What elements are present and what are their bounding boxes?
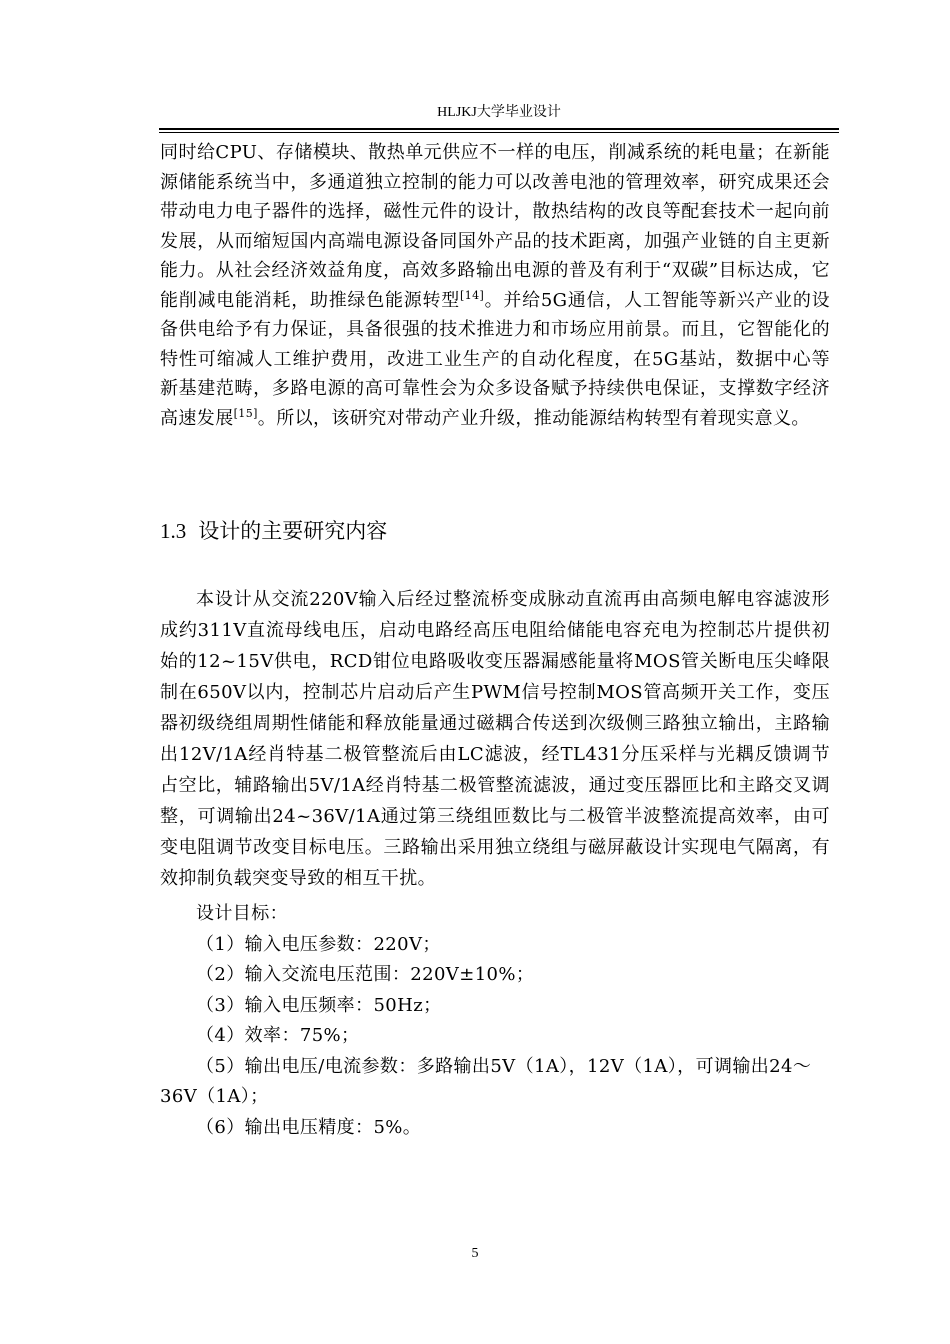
section-number: 1.3: [160, 519, 187, 543]
citation-15[interactable]: [15]: [233, 406, 258, 420]
paragraph-1-part-2: 。并给5G通信，人工智能等新兴产业的设备供电给予有力保证，具备很强的技术推进力和市场应用前景。而且，它智能化的特性可缩减人工维护费用，改进工业生产的自动化程度，在5G基站，数据中心等新基建范畴，多路电源的高可靠性会为众多设备赋予持续供电保证，支撑数字经济高速发展: [160, 289, 830, 429]
paragraph-1-part-3: 。所以，该研究对带动产业升级，推动能源结构转型有着现实意义。: [257, 407, 810, 429]
running-header: HLJKJ大学毕业设计: [437, 105, 561, 120]
section-title-text: 设计的主要研究内容: [198, 519, 388, 543]
list-item-continuation: 36V（1A）；: [160, 1086, 269, 1107]
design-targets-list: [160, 899, 830, 1143]
list-item: （6）输出电压精度：5%。: [196, 1116, 422, 1138]
list-item: （2）输入交流电压范围：220V±10%；: [196, 964, 535, 985]
list-item: （1）输入电压参数：220V；: [196, 933, 441, 955]
body-paragraph-1: [160, 138, 830, 433]
section-heading: [160, 516, 387, 546]
paragraph-1-part-1: 同时给CPU、存储模块、散热单元供应不一样的电压，削减系统的耗电量；在新能源储能系统当中，多通道独立控制的能力可以改善电池的管理效率，研究成果还会带动电力电子器件的选择，磁性元件的设计，散热结构的改良等配套技术一起向前发展，从而缩短国内高端电源设备同国外产品的技术距离，加强产业链的自主更新能力。从社会经济效益角度，高效多路输出电源的普及有利于“双碳”目标达成，它能削减电能消耗，助推绿色能源转型: [160, 142, 830, 311]
body-paragraph-2: 本设计从交流220V输入后经过整流桥变成脉动直流再由高频电解电容滤波形成约311V直流母线电压，启动电路经高压电阻给储能电容充电为控制芯片提供初始的12~15V供电，RCD钳位电路吸收变压器漏感能量将MOS管关断电压尖峰限制在650V以内，控制芯片启动后产生PWM信号控制MOS管高频开关工作，变压器初级绕组周期性储能和释放能量通过磁耦合传送到次级侧三路独立输出，主路输出12V/1A经肖特基二极管整流后由LC滤波，经TL431分压采样与光耦反馈调节占空比，辅路输出5V/1A经肖特基二极管整流滤波，通过变压器匝比和主路交叉调整，可调输出24~36V/1A通过第三绕组匝数比与二极管半波整流提高效率，由可变电阻调节改变目标电压。三路输出采用独立绕组与磁屏蔽设计实现电气隔离，有效抑制负载突变导致的相互干扰。: [160, 589, 830, 889]
list-item: （3）输入电压频率：50Hz；: [196, 994, 442, 1016]
list-item: （4）效率：75%；: [196, 1025, 360, 1046]
header-rule-thick: [159, 128, 839, 130]
targets-heading: 设计目标：: [196, 903, 288, 924]
list-item: （5）输出电压/电流参数：多路输出5V（1A），12V（1A），可调输出24～: [196, 1055, 812, 1077]
citation-14[interactable]: [14]: [460, 288, 485, 302]
header-rule-thin: [159, 132, 839, 133]
page-number: 5: [471, 1246, 479, 1261]
